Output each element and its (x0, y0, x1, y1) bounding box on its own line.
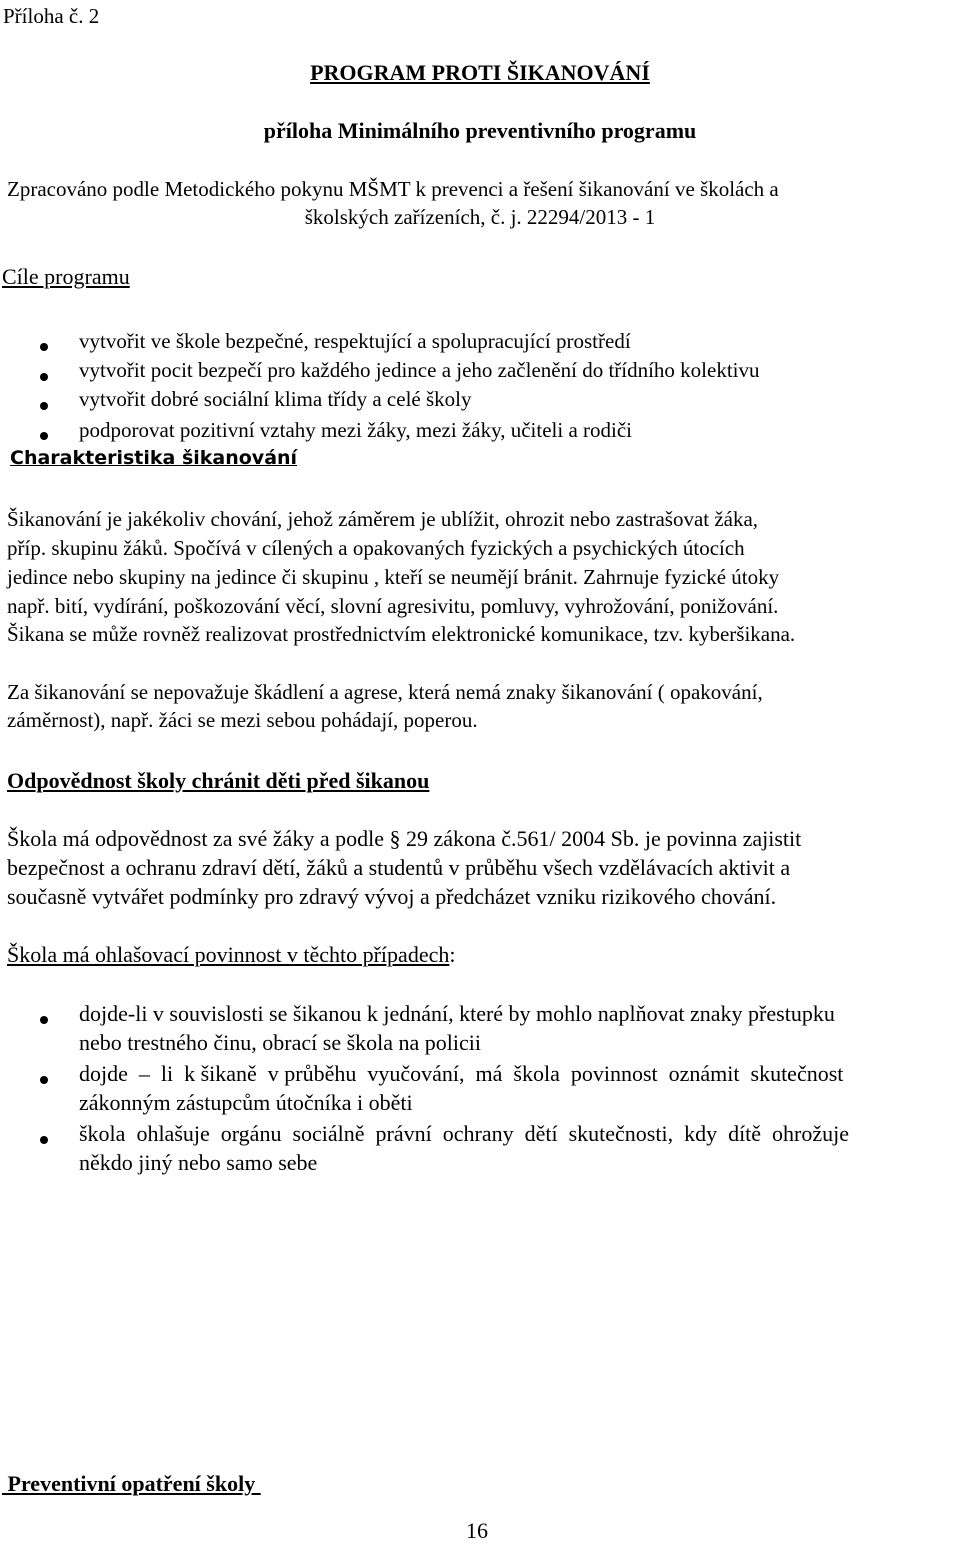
page-subtitle: příloha Minimálního preventivního programu (263, 118, 697, 143)
paragraph-line: záměrnost), např. žáci se mezi sebou pohádají, poperou. (7, 708, 478, 732)
bullet-icon (40, 402, 48, 410)
list-item: vytvořit dobré sociální klima třídy a celé školy (79, 387, 472, 411)
bullet-icon (40, 1016, 48, 1024)
reporting-heading-colon: : (449, 942, 456, 967)
characteristics-heading: Charakteristika šikanování (10, 447, 298, 469)
bullet-icon (40, 432, 48, 440)
paragraph-line: současně vytvářet podmínky pro zdravý vývoj a předcházet vzniku rizikového chování. (7, 884, 777, 909)
list-item-line: někdo jiný nebo samo sebe (79, 1150, 318, 1175)
reporting-heading (7, 942, 455, 968)
list-item: podporovat pozitivní vztahy mezi žáky, mezi žáky, učiteli a rodiči (79, 418, 632, 442)
paragraph-line: Šikanování je jakékoliv chování, jehož záměrem je ublížit, ohrozit nebo zastrašovat žáka, (7, 507, 759, 531)
bullet-icon (40, 1136, 48, 1144)
list-item-line: dojde – li k šikaně v průběhu vyučování, má škola povinnost oznámit skutečnost (79, 1061, 844, 1086)
source-line-2: školských zařízeních, č. j. 22294/2013 - 1 (304, 205, 656, 229)
responsibility-heading: Odpovědnost školy chránit děti před šikanou (7, 768, 430, 793)
bullet-icon (40, 1076, 48, 1084)
annex-label: Příloha č. 2 (3, 4, 100, 28)
source-line-1: Zpracováno podle Metodického pokynu MŠMT k prevenci a řešení šikanování ve školách a (7, 177, 779, 201)
paragraph-line: Škola má odpovědnost za své žáky a podle § 29 zákona č.561/ 2004 Sb. je povinna zajistit (7, 826, 802, 851)
list-item-line: zákonným zástupcům útočníka i oběti (79, 1090, 413, 1115)
bullet-icon (40, 373, 48, 381)
paragraph-line: Za šikanování se nepovažuje škádlení a agrese, která nemá znaky šikanování ( opakování, (7, 680, 763, 704)
list-item: vytvořit ve škole bezpečné, respektující a spolupracující prostředí (79, 329, 631, 353)
list-item: vytvořit pocit bezpečí pro každého jedince a jeho začlenění do třídního kolektivu (79, 358, 760, 382)
paragraph-line: Šikana se může rovněž realizovat prostřednictvím elektronické komunikace, tzv. kyberšikana. (7, 622, 796, 646)
paragraph-line: bezpečnost a ochranu zdraví dětí, žáků a studentů v průběhu všech vzdělávacích aktivit a (7, 855, 791, 880)
page-number: 16 (466, 1518, 488, 1543)
list-item-line: škola ohlašuje orgánu sociálně právní ochrany dětí skutečnosti, kdy dítě ohrožuje (79, 1121, 850, 1146)
reporting-heading-text: Škola má ohlašovací povinnost v těchto případech (7, 942, 450, 967)
list-item-line: dojde-li v souvislosti se šikanou k jednání, které by mohlo naplňovat znaky přestupku (79, 1001, 835, 1026)
page-title: PROGRAM PROTI ŠIKANOVÁNÍ (310, 60, 650, 85)
goals-heading: Cíle programu (2, 264, 130, 289)
paragraph-line: jedince nebo skupiny na jedince či skupinu , kteří se neumějí bránit. Zahrnuje fyzické útoky (7, 565, 780, 589)
paragraph-line: např. bití, vydírání, poškozování věcí, slovní agresivitu, pomluvy, vyhrožování, ponižování. (7, 594, 779, 618)
list-item-line: nebo trestného činu, obrací se škola na policii (79, 1030, 481, 1055)
bullet-icon (40, 343, 48, 351)
preventive-heading: Preventivní opatření školy (2, 1471, 261, 1496)
paragraph-line: příp. skupinu žáků. Spočívá v cílených a opakovaných fyzických a psychických útocích (7, 536, 745, 560)
